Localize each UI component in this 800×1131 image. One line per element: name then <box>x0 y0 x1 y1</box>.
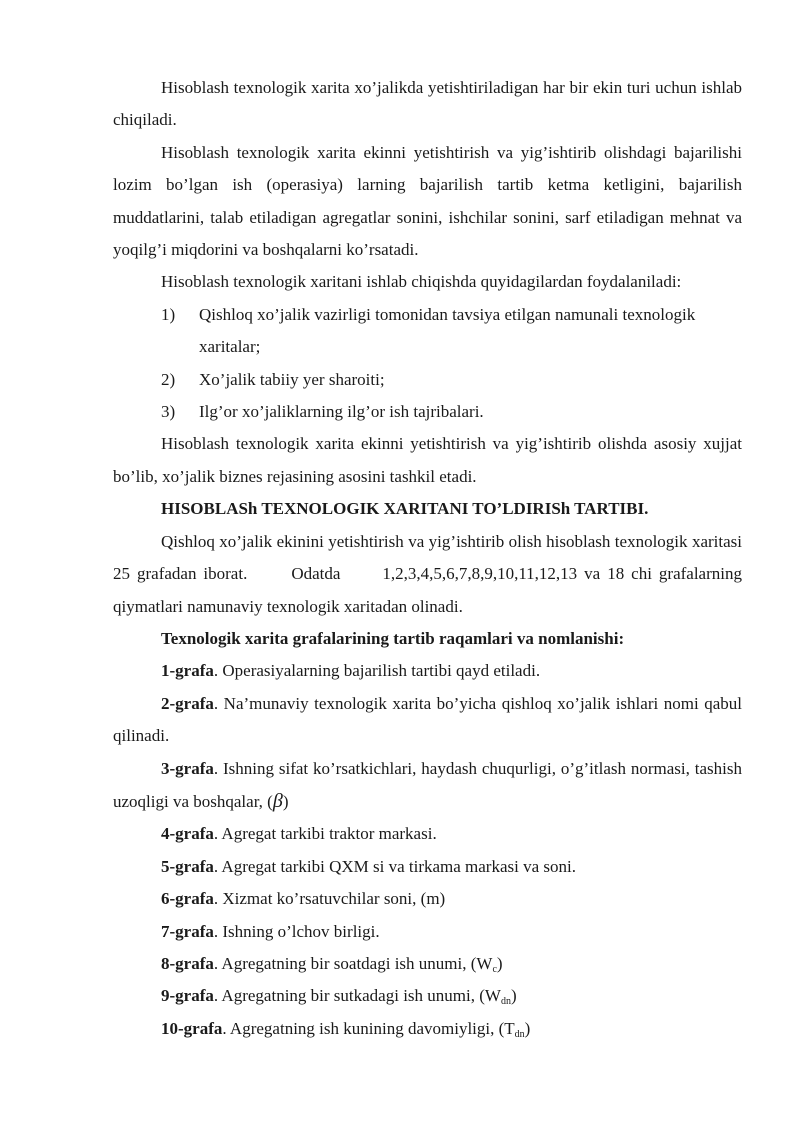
grafa-text: . Agregatning bir sutkadagi ish unumi, (W <box>213 986 501 1006</box>
grafa-count-text: Qishloq xo’jalik ekinini yetishtirish va yig’ishtirib olish hisoblash texnologik xaritasi 25 grafadan iborat. <box>113 531 742 584</box>
list-item-number: 1) <box>161 304 176 324</box>
grafa-suffix: ) <box>282 791 289 811</box>
grafa-subscript: dn <box>514 1028 525 1040</box>
grafa-item-5 <box>113 851 742 883</box>
list-item-number: 2) <box>161 369 176 389</box>
list-item <box>113 299 742 364</box>
grafa-label: 7-grafa <box>161 921 214 941</box>
grafa-text: . Ishning sifat ko’rsatkichlari, haydash chuqurligi, o’g’itlash normasi, tashish uzoqligi va boshqalar, ( <box>113 758 742 811</box>
grafa-subscript: c <box>492 963 497 975</box>
grafa-suffix: ) <box>524 1018 531 1038</box>
grafa-text: . Xizmat ko’rsatuvchilar soni, (m) <box>213 889 446 909</box>
grafa-label: 2-grafa <box>161 693 214 713</box>
grafa-numbers-text: 1,2,3,4,5,6,7,8,9,10,11,12,13 va 18 chi grafalarning qiymatlari namunaviy texnologik xaritadan olinadi. <box>113 564 742 616</box>
grafa-text: . Na’munaviy texnologik xarita bo’yicha qishloq xo’jalik ishlari nomi qabul qilinadi. <box>113 693 742 746</box>
list-item <box>113 364 742 396</box>
sources-list <box>113 299 742 429</box>
usually-word: Odatda <box>291 564 341 584</box>
paragraph-main-document: Hisoblash texnologik xarita ekinni yetishtirish va yig’ishtirib olishda asosiy xujjat bo’lib, xo’jalik biznes rejasining asosini tashkil etadi. <box>113 434 742 486</box>
list-item-text: Xo’jalik tabiiy yer sharoiti; <box>199 369 385 389</box>
list-item-text: Ilg’or xo’jaliklarning ilg’or ish tajribalari. <box>199 402 484 422</box>
grafa-item-6 <box>113 883 742 915</box>
grafa-suffix: ) <box>496 953 503 973</box>
paragraph-grafa-count <box>113 526 742 623</box>
section-heading: HISOBLASh TEXNOLOGIK XARITANI TO’LDIRISh TARTIBI. <box>161 499 649 519</box>
grafa-item-9 <box>113 980 742 1012</box>
grafa-text: . Ishning o’lchov birligi. <box>213 921 380 941</box>
grafa-text: . Agregat tarkibi traktor markasi. <box>213 824 437 844</box>
paragraph-intro: Hisoblash texnologik xarita xo’jalikda yetishtiriladigan har bir ekin turi uchun ishlab chiqiladi. <box>113 78 742 130</box>
grafa-label: 4-grafa <box>161 824 214 844</box>
grafa-item-4 <box>113 818 742 850</box>
grafa-suffix: ) <box>510 986 517 1006</box>
list-item-number: 3) <box>161 402 176 422</box>
grafa-item-7 <box>113 916 742 948</box>
grafa-text: . Agregatning bir soatdagi ish unumi, (W <box>213 953 493 973</box>
grafa-item-3 <box>113 753 742 819</box>
grafa-text: . Operasiyalarning bajarilish tartibi qayd etiladi. <box>213 661 541 681</box>
grafa-item-10 <box>113 1013 742 1045</box>
grafa-label: 6-grafa <box>161 889 214 909</box>
grafa-subscript: dn <box>500 996 511 1008</box>
grafa-label: 10-grafa <box>161 1018 223 1038</box>
grafa-item-8 <box>113 948 742 980</box>
paragraph-description: Hisoblash texnologik xarita ekinni yetishtirish va yig’ishtirib olishdagi bajarilishi lozim bo’lgan ish (operasiya) larning bajarilish tartib ketma ketligini, bajarilish muddatlarini, talab etiladigan agregatlar sonini, ishchilar sonini, sarf etiladigan mehnat va yoqilg’i miqdorini va boshqalarni ko’rsatadi. <box>113 142 742 260</box>
list-item <box>113 396 742 428</box>
grafa-text: . Agregatning ish kunining davomiyligi, (T <box>222 1018 515 1038</box>
paragraph-sources-intro: Hisoblash texnologik xaritani ishlab chiqishda quyidagilardan foydalaniladi: <box>161 272 682 292</box>
grafa-item-2 <box>113 688 742 753</box>
grafa-label: 1-grafa <box>161 661 214 681</box>
grafa-label: 9-grafa <box>161 986 214 1006</box>
subsection-heading: Texnologik xarita grafalarining tartib raqamlari va nomlanishi: <box>161 628 625 648</box>
grafa-label: 3-grafa <box>161 758 214 778</box>
beta-symbol: β <box>272 789 283 812</box>
grafa-item-1 <box>113 655 742 687</box>
document-body <box>113 72 742 1045</box>
list-item-text: Qishloq xo’jalik vazirligi tomonidan tavsiya etilgan namunali texnologik xaritalar; <box>199 304 696 357</box>
grafa-label: 5-grafa <box>161 856 214 876</box>
grafa-text: . Agregat tarkibi QXM si va tirkama markasi va soni. <box>213 856 576 876</box>
grafa-label: 8-grafa <box>161 953 214 973</box>
